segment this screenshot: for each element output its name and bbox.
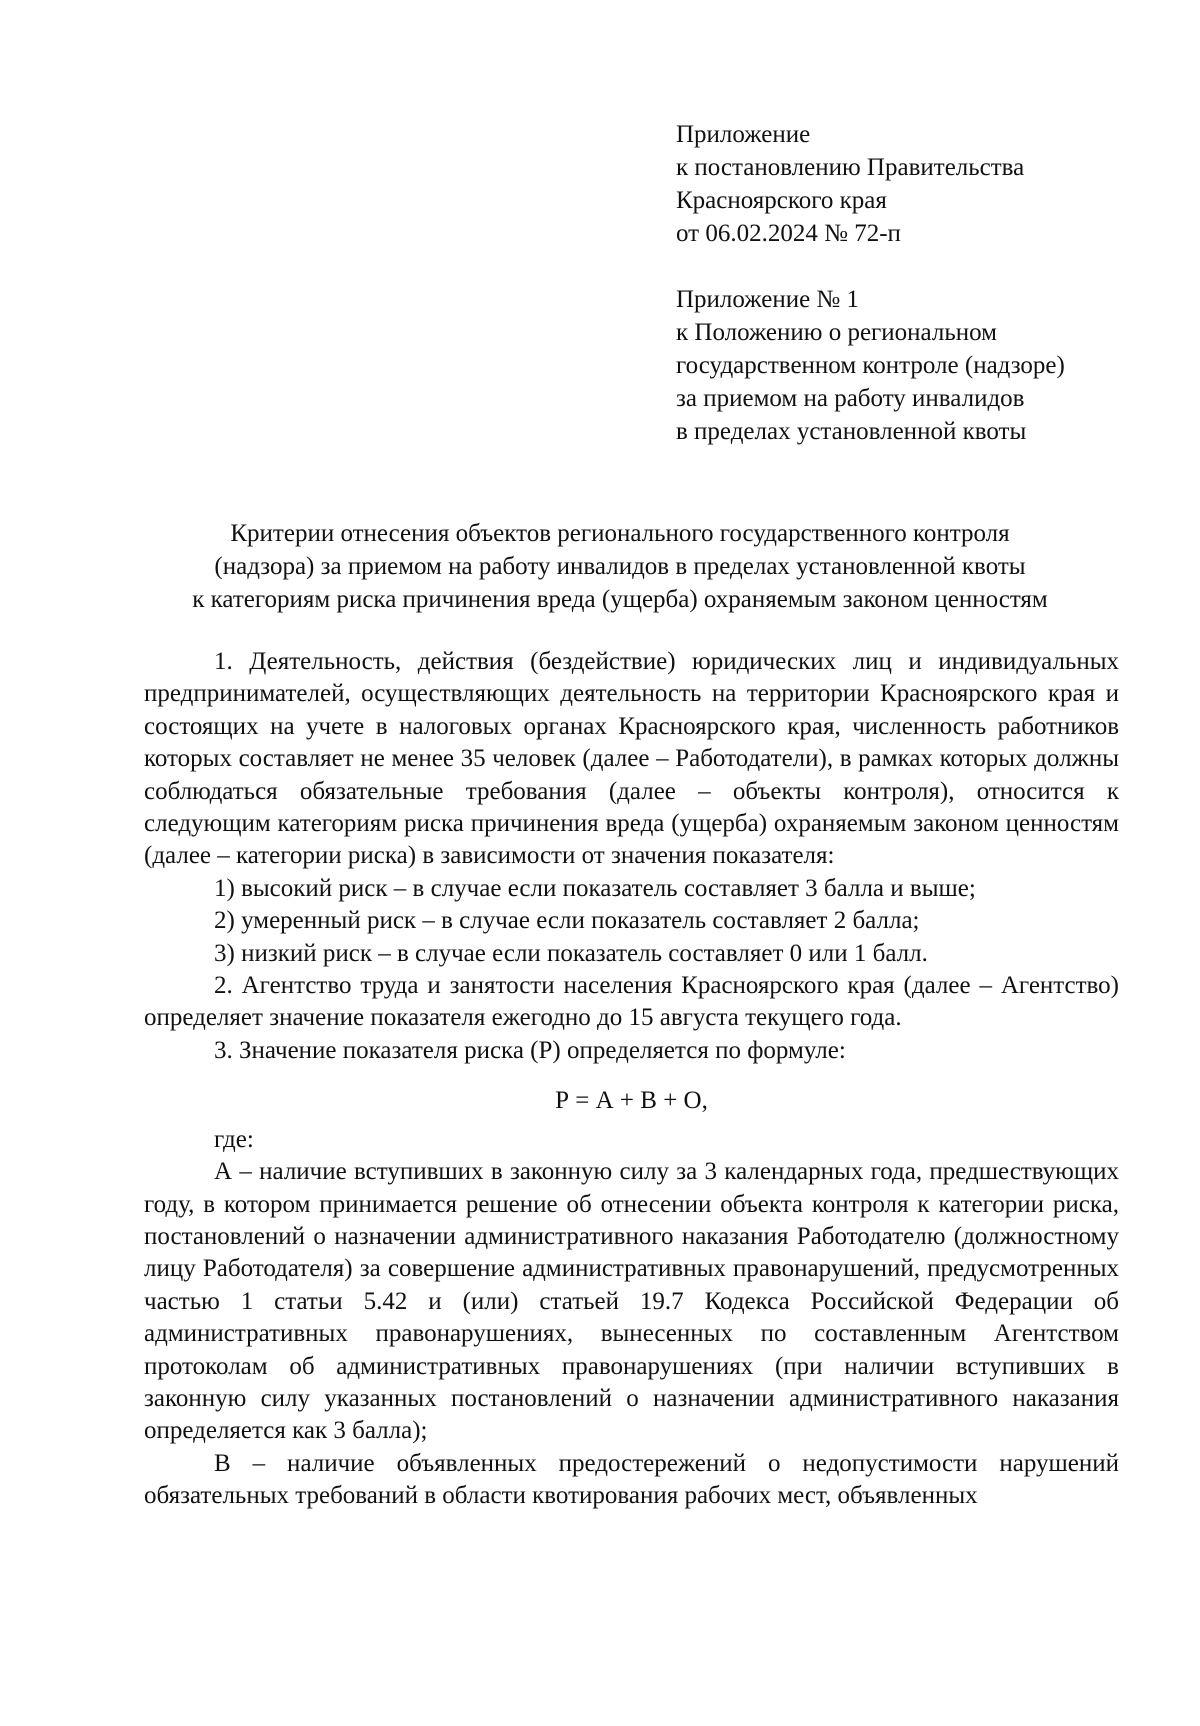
risk-high-item: 1) высокий риск – в случае если показатель составляет 3 балла и выше; [214, 874, 976, 902]
risk-low-item: 3) низкий риск – в случае если показатель составляет 0 или 1 балл. [214, 939, 928, 967]
risk-formula: Р = А + В + О, [555, 1087, 708, 1115]
appendix-sub-line: за приемом на работу инвалидов [676, 385, 1025, 412]
appendix-line: от 06.02.2024 № 72-п [676, 220, 901, 247]
title-line: (надзора) за приемом на работу инвалидов в пределах установленной квоты [214, 553, 1026, 580]
appendix-sub-line: в пределах установленной квоты [676, 418, 1027, 445]
paragraph-2: 2. Агентство труда и занятости населения Красноярского края (далее – Агентство) определяет значение показателя ежегодно до 15 августа текущего года. [144, 972, 1119, 1032]
appendix-header [676, 118, 1024, 250]
appendix-line: к постановлению Правительства [676, 154, 1025, 181]
appendix-sub-line: к Положению о региональном [676, 319, 997, 346]
where-label: где: [214, 1125, 254, 1153]
appendix-sub-line: Приложение № 1 [676, 286, 860, 313]
paragraph-1: 1. Деятельность, действия (бездействие) юридических лиц и индивидуальных предпринимателей, осуществляющих деятельность на территории Красноярского края и состоящих на учете в налоговых органах Красноярского края, численность работников которых составляет не менее 35 человек (далее – Работодатели), в рамках которых должны соблюдаться обязательные требования (далее – объекты контроля), относится к следующим категориям риска причинения вреда (ущерба) охраняемым законом ценностям (далее – категории риска) в зависимости от значения показателя: [144, 648, 1119, 870]
title-line: к категориям риска причинения вреда (ущерба) охраняемым законом ценностям [192, 586, 1048, 613]
appendix-sub-line: государственном контроле (надзоре) [676, 352, 1065, 379]
risk-medium-item: 2) умеренный риск – в случае если показатель составляет 2 балла; [214, 907, 920, 935]
title-line: Критерии отнесения объектов регионального государственного контроля [230, 520, 1010, 547]
appendix-line: Приложение [676, 121, 811, 148]
appendix-line: Красноярского края [676, 187, 887, 214]
appendix-sub-header [676, 283, 1065, 448]
document-title [130, 517, 1110, 616]
definition-b: В – наличие объявленных предостережений о недопустимости нарушений обязательных требований в области квотирования рабочих мест, объявленных [144, 1449, 1119, 1510]
paragraph-3: 3. Значение показателя риска (Р) определяется по формуле: [214, 1036, 846, 1064]
document-body [144, 646, 1119, 1513]
definition-a: А – наличие вступивших в законную силу за 3 календарных года, предшествующих году, в котором принимается решение об отнесении объекта контроля к категории риска, постановлений о назначении административного наказания Работодателю (должностному лицу Работодателя) за совершение административных правонарушений, предусмотренных частью 1 статьи 5.42 и (или) статьей 19.7 Кодекса Российской Федерации об административных правонарушениях, вынесенных по составленным Агентством протоколам об административных правонарушениях (при наличии вступивших в законную силу указанных постановлений о назначении административного наказания определяется как 3 балла); [144, 1158, 1119, 1445]
